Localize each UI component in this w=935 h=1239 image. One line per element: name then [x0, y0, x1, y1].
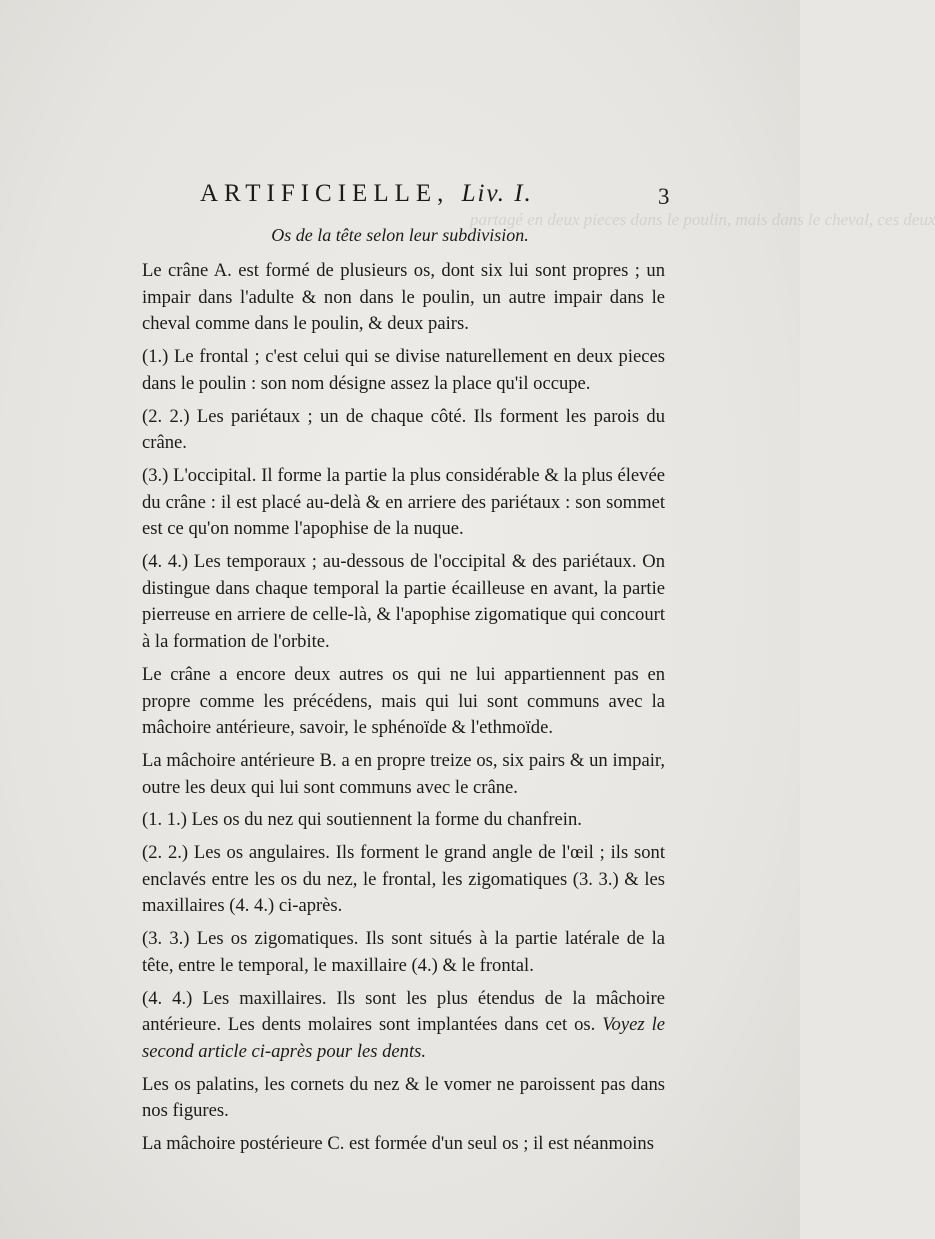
paragraph: (4. 4.) Les temporaux ; au-dessous de l'occipital & des pariétaux. On distingue dans chaque temporal la partie écailleuse en avant, la partie pierreuse en arriere de celle-là, & l'apophise zigomatique qui concourt à la formation de l'orbite.: [142, 551, 665, 653]
paragraph: La mâchoire antérieure B. a en propre treize os, six pairs & un impair, outre les deux qui lui sont communs avec le crâne.: [142, 749, 665, 798]
page-header: [0, 180, 800, 220]
cross-reference-note: Voyez le second article ci-après pour les dents.: [142, 1014, 665, 1062]
running-title-text: ARTIFICIELLE,: [200, 180, 450, 207]
body-text: [142, 258, 665, 1164]
paragraph: Les os palatins, les cornets du nez & le vomer ne paroissent pas dans nos figures.: [142, 1073, 665, 1122]
paragraph-text: (4. 4.) Les maxillaires. Ils sont les plus étendus de la mâchoire antérieure. Les dents molaires sont implantées dans cet os.: [142, 987, 665, 1036]
running-title: [200, 180, 533, 208]
paragraph: La mâchoire postérieure C. est formée d'un seul os ; il est néanmoins: [142, 1133, 654, 1155]
paragraph: Le crâne A. est formé de plusieurs os, dont six lui sont propres ; un impair dans l'adulte & non dans le poulin, un autre impair dans le cheval comme dans le poulin, & deux pairs.: [142, 260, 665, 335]
paragraph: (2. 2.) Les os angulaires. Ils forment le grand angle de l'œil ; ils sont enclavés entre les os du nez, le frontal, les zigomatiques (3. 3.) & les maxillaires (4. 4.) ci-après.: [142, 842, 665, 917]
paragraph-with-note: [142, 986, 665, 1066]
paragraph: Le crâne a encore deux autres os qui ne lui appartiennent pas en propre comme les précédens, mais qui lui sont communs avec la mâchoire antérieure, savoir, le sphénoïde & l'ethmoïde.: [142, 663, 665, 739]
paragraph: (1. 1.) Les os du nez qui soutiennent la forme du chanfrein.: [142, 809, 582, 831]
paragraph: (3.) L'occipital. Il forme la partie la plus considérable & la plus élevée du crâne : il est placé au-delà & en arriere des pariétaux : son sommet est ce qu'on nomme l'apophise de la nuque.: [142, 464, 665, 540]
book-number: Liv. I.: [461, 180, 533, 207]
page-number: 3: [658, 184, 670, 209]
paragraph: (1.) Le frontal ; c'est celui qui se divise naturellement en deux pieces dans le poulin : son nom désigne assez la place qu'il occupe.: [142, 346, 665, 394]
section-subtitle: Os de la tête selon leur subdivision.: [271, 225, 529, 245]
show-through-text: partagé en deux pieces dans le poulin, mais dans le cheval, ces deux: [470, 210, 935, 229]
paragraph: (3. 3.) Les os zigomatiques. Ils sont situés à la partie latérale de la tête, entre le temporal, le maxillaire (4.) & le frontal.: [142, 928, 665, 976]
paragraph: (2. 2.) Les pariétaux ; un de chaque côté. Ils forment les parois du crâne.: [142, 405, 665, 454]
